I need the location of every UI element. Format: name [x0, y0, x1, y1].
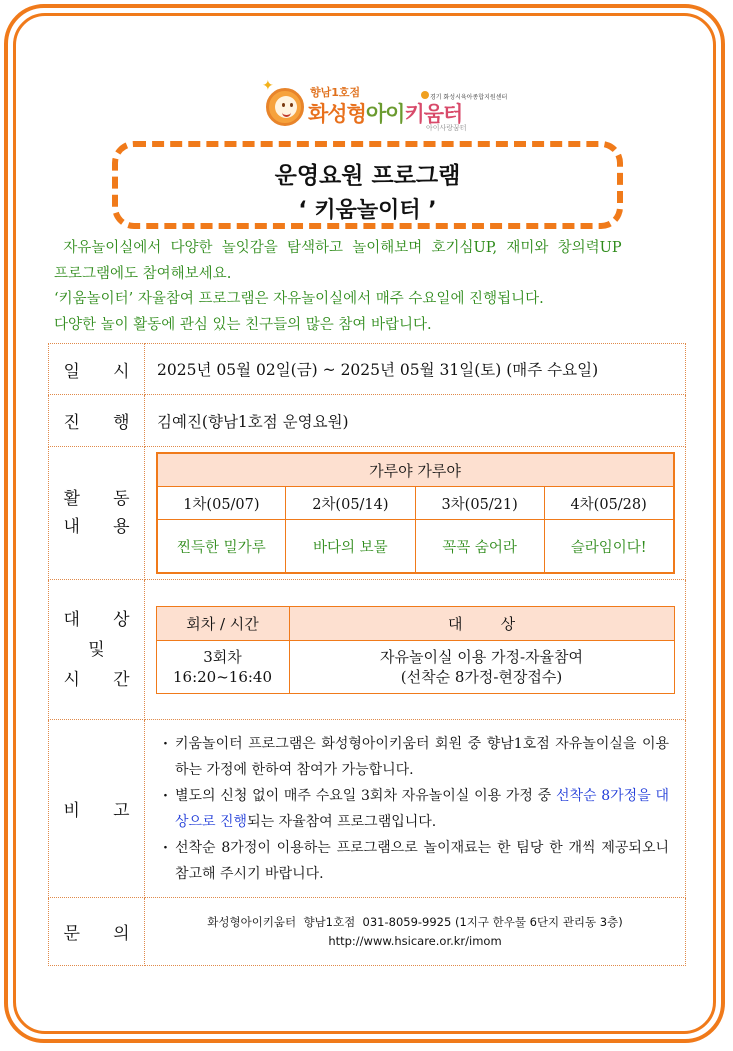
host-value: 김예진(향남1호점 운영요원) — [145, 395, 686, 447]
contact-info: 화성형아이키움터 향남1호점 031-8059-9925 (1지구 한우물 6단지 관리동 3층) — [207, 914, 623, 929]
activity-name: 슬라임이다! — [544, 520, 673, 574]
logo-org: 경기 화성시육아종합지원센터 — [430, 94, 508, 101]
session-number: 3회차 — [203, 647, 242, 666]
intro-line: 프로그램에도 참여해보세요. — [54, 265, 232, 282]
activity-round: 4차(05/28) — [544, 487, 673, 520]
logo — [262, 78, 522, 132]
activity-name: 찐득한 밀가루 — [157, 520, 286, 574]
activity-label-line1: 활 동 — [63, 489, 130, 509]
session-time: 16:20~16:40 — [172, 667, 273, 686]
highlight-text: 선착순 8가정을 대상으로 진행 — [175, 787, 670, 830]
note-item: · 선착순 8가정이 이용하는 프로그램으로 놀이재료는 한 팀당 한 개씩 제공되오니 참고해 주시기 바랍니다. — [163, 835, 669, 887]
activity-round: 3차(05/21) — [415, 487, 544, 520]
target-label-line1: 대 상 — [63, 609, 130, 630]
info-table — [48, 343, 686, 966]
intro-text — [54, 236, 682, 338]
target-desc: 자유놀이실 이용 가정-자율참여 — [380, 647, 583, 666]
activity-table — [156, 452, 675, 574]
host-label: 진 행 — [63, 413, 130, 433]
org-mark-icon — [421, 91, 429, 99]
table-row-notes — [49, 720, 686, 898]
logo-branch: 향남1호점 — [310, 86, 361, 99]
logo-tagline: 아이사랑꿈터 — [426, 124, 467, 132]
title-box — [112, 141, 623, 229]
target-label-line2: 및 — [88, 639, 105, 660]
target-header: 대 상 — [289, 606, 674, 640]
contact-label: 문 의 — [63, 924, 130, 944]
note-item: · 키움놀이터 프로그램은 화성형아이키움터 회원 중 향남1호점 자유놀이실을 이용하는 가정에 한하여 참여가 가능합니다. — [163, 731, 669, 783]
date-label: 일 시 — [63, 361, 130, 382]
activity-round: 2차(05/14) — [286, 487, 415, 520]
intro-line: ‘키움놀이터’ 자율참여 프로그램은 자유놀이실에서 매주 수요일에 진행됩니다. — [54, 291, 544, 307]
target-table — [156, 606, 675, 694]
note-item: · 별도의 신청 없이 매주 수요일 3회차 자유놀이실 이용 가정 중 선착순 8가정을 대상으로 진행되는 자율참여 프로그램입니다. — [163, 783, 669, 835]
activity-name: 바다의 보물 — [286, 520, 415, 574]
notes-list — [145, 731, 685, 887]
table-row-contact — [49, 898, 686, 966]
star-icon: ✦ — [262, 78, 274, 94]
target-label-line3: 시 간 — [63, 669, 130, 690]
activity-theme: 가루야 가루야 — [157, 453, 674, 487]
table-row-activity — [49, 447, 686, 580]
date-value: 2025년 05월 02일(금) ~ 2025년 05월 31일(토) (매주 수요일) — [145, 344, 686, 395]
activity-label-line2: 내 용 — [63, 517, 130, 537]
activity-name: 꼭꼭 숨어라 — [415, 520, 544, 574]
table-row-date — [49, 344, 686, 395]
activity-round: 1차(05/07) — [157, 487, 286, 520]
intro-line: 자유놀이실에서 다양한 놀잇감을 탐색하고 놀이해보며 호기심UP, 재미와 창의력UP — [54, 240, 622, 256]
table-row-host — [49, 395, 686, 447]
website-link[interactable]: http://www.hsicare.or.kr/imom — [328, 933, 502, 948]
page-title: 운영요원 프로그램 — [274, 163, 461, 189]
session-header: 회차 / 시간 — [156, 606, 289, 640]
logo-name: 화성형아이키움터 — [308, 102, 463, 126]
notes-label: 비 고 — [63, 801, 130, 821]
target-limit: (선착순 8가정-현장접수) — [400, 667, 563, 686]
program-name: ‘ 키움놀이터 ’ — [298, 198, 437, 223]
table-row-target — [49, 580, 686, 720]
intro-line: 다양한 놀이 활동에 관심 있는 친구들의 많은 참여 바랍니다. — [54, 316, 432, 333]
